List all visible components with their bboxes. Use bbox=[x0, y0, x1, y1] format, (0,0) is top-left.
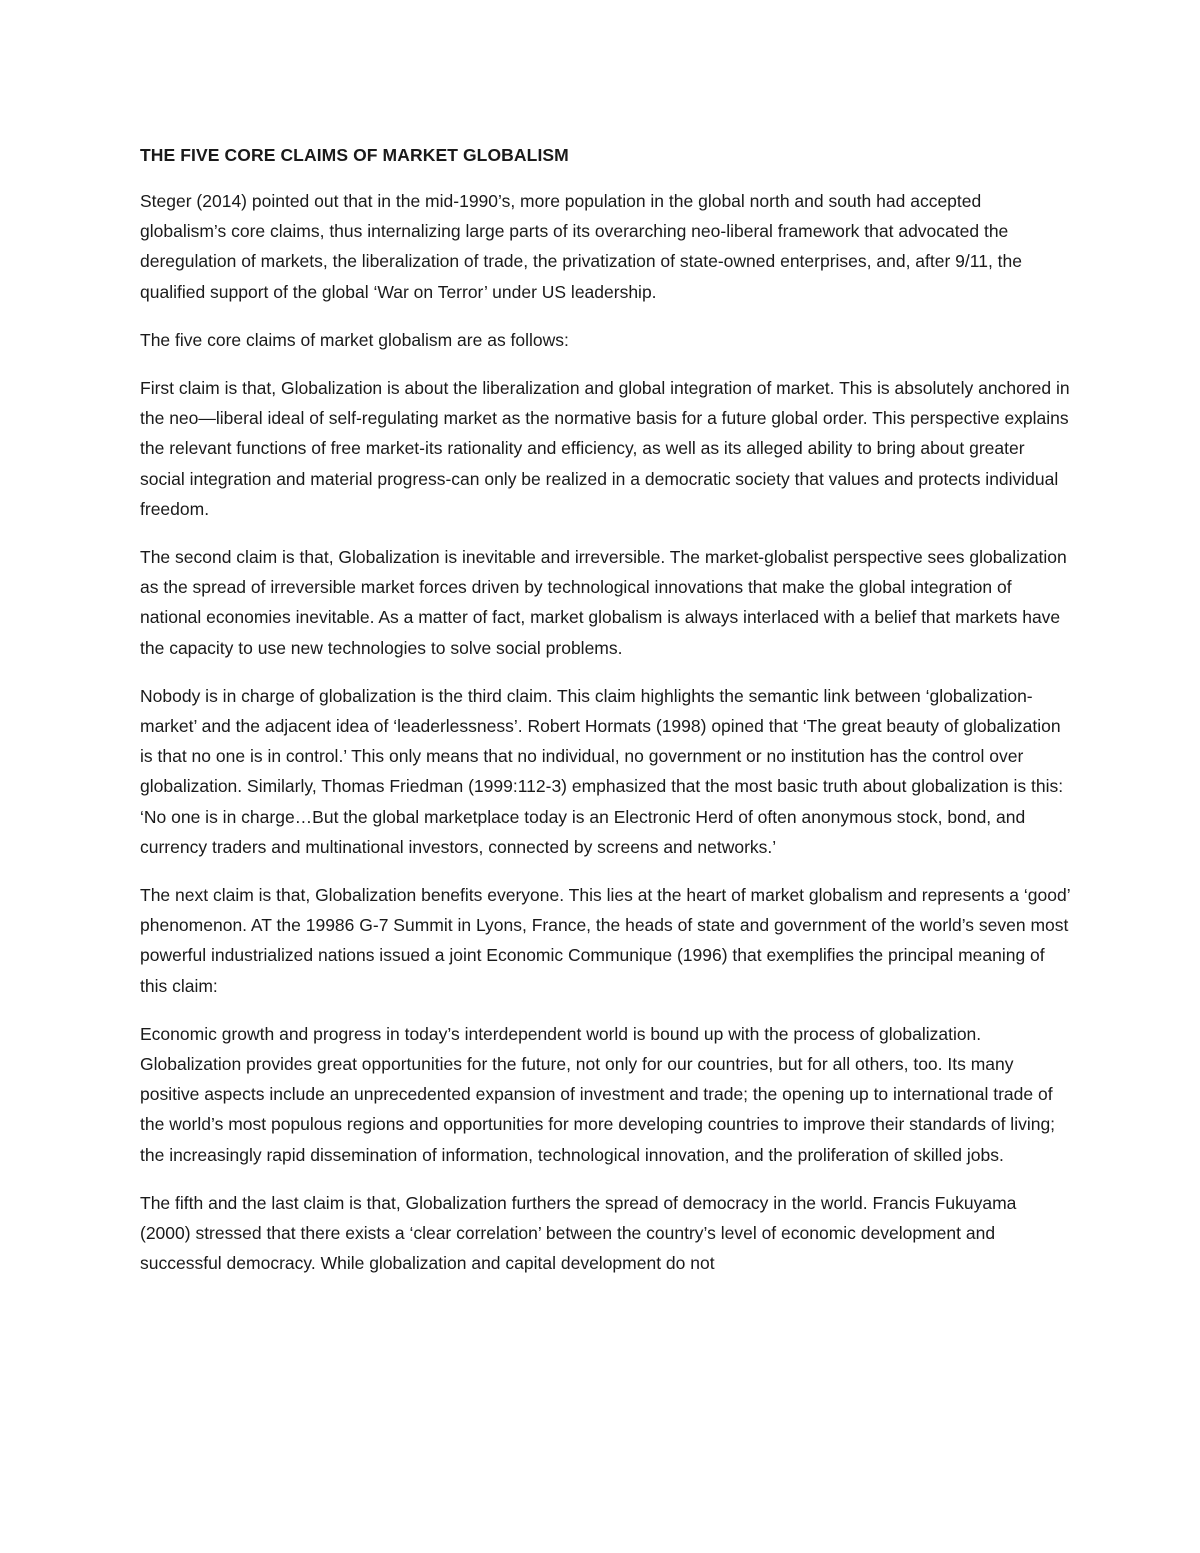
paragraph-steger-intro: Steger (2014) pointed out that in the mid-1990’s, more population in the global north and south had accepted globalism’s core claims, thus internalizing large parts of its overarching neo-liberal framework that advocated the deregulation of markets, the liberalization of trade, the privatization of state-owned enterprises, and, after 9/11, the qualified support of the global ‘War on Terror’ under US leadership. bbox=[140, 191, 1022, 302]
document-page bbox=[140, 140, 1070, 1297]
document-title: THE FIVE CORE CLAIMS OF MARKET GLOBALISM bbox=[140, 145, 569, 165]
paragraph-fourth-claim: The next claim is that, Globalization benefits everyone. This lies at the heart of market globalism and represents a ‘good’ phenomenon. AT the 19986 G-7 Summit in Lyons, France, the heads of state and government of the world’s seven most powerful industrialized nations issued a joint Economic Communique (1996) that exemplifies the principal meaning of this claim: bbox=[140, 885, 1070, 996]
paragraph-fifth-claim: The fifth and the last claim is that, Globalization furthers the spread of democracy in the world. Francis Fukuyama (2000) stressed that there exists a ‘clear correlation’ between the country’s level of economic development and successful democracy. While globalization and capital development do not bbox=[140, 1192, 1017, 1274]
paragraph-third-claim: Nobody is in charge of globalization is the third claim. This claim highlights the semantic link between ‘globalization-market’ and the adjacent idea of ‘leaderlessness’. Robert Hormats (1998) opined that ‘The great beauty of globalization is that no one is in control.’ This only means that no individual, no government or no institution has the control over globalization. Similarly, Thomas Friedman (1999:112-3) emphasized that the most basic truth about globalization is this: ‘No one is in charge…But the global marketplace today is an Electronic Herd of often anonymous stock, bond, and currency traders and multinational investors, connected by screens and networks.’ bbox=[140, 685, 1064, 857]
paragraph-communique-quote: Economic growth and progress in today’s interdependent world is bound up with the process of globalization. Globalization provides great opportunities for the future, not only for our countries, but for all others, too. Its many positive aspects include an unprecedented expansion of investment and trade; the opening up to international trade of the world’s most populous regions and opportunities for more developing countries to improve their standards of living; the increasingly rapid dissemination of information, technological innovation, and the proliferation of skilled jobs. bbox=[140, 1023, 1056, 1165]
paragraph-claims-intro: The five core claims of market globalism are as follows: bbox=[140, 329, 569, 350]
paragraph-first-claim: First claim is that, Globalization is about the liberalization and global integration of market. This is absolutely anchored in the neo—liberal ideal of self-regulating market as the normative basis for a future global order. This perspective explains the relevant functions of free market-its rationality and efficiency, as well as its alleged ability to bring about greater social integration and material progress-can only be realized in a democratic society that values and protects individual freedom. bbox=[140, 378, 1070, 519]
paragraph-second-claim: The second claim is that, Globalization is inevitable and irreversible. The market-globalist perspective sees globalization as the spread of irreversible market forces driven by technological innovations that make the global integration of national economies inevitable. As a matter of fact, market globalism is always interlaced with a belief that markets have the capacity to use new technologies to solve social problems. bbox=[140, 547, 1067, 658]
